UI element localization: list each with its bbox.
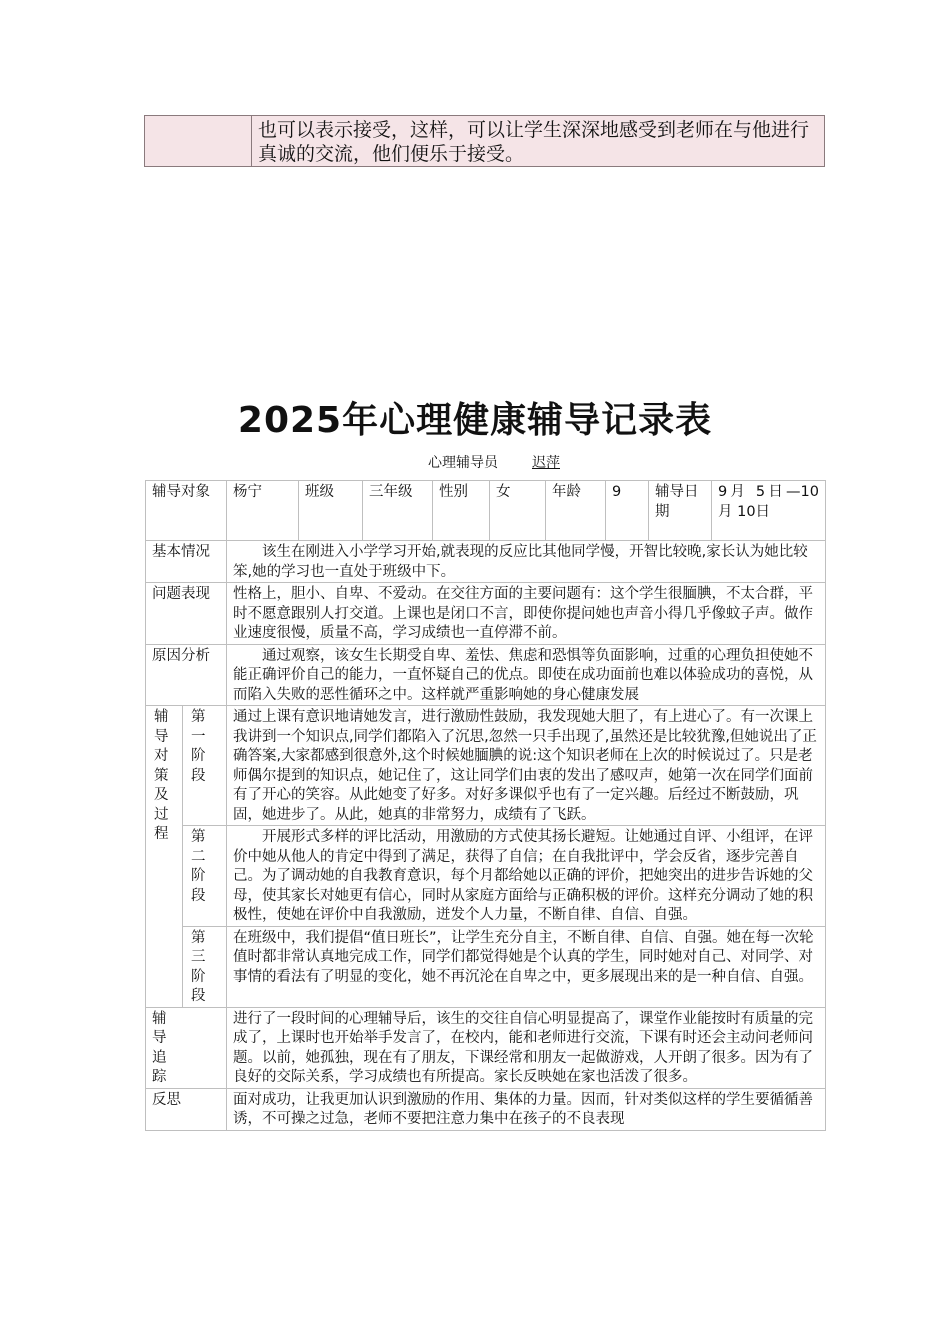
class-label-cell: 班级 xyxy=(299,481,363,541)
counselor-line xyxy=(428,452,560,472)
measures-label: 辅导对策及过程 xyxy=(146,706,183,1008)
stage-3-label: 第三阶段 xyxy=(183,926,227,1007)
fragment-text: 也可以表示接受，这样，可以让学生深深地感受到老师在与他进行真诚的交流，他们便乐于接受。 xyxy=(252,116,825,167)
info-row xyxy=(146,481,826,541)
followup-label: 辅导追踪 xyxy=(146,1007,227,1088)
age-label-cell: 年龄 xyxy=(546,481,606,541)
basic-text: 该生在刚进入小学学习开始,就表现的反应比其他同学慢，开智比较晚,家长认为她比较笨,她的学习也一直处于班级中下。 xyxy=(227,541,826,583)
date-value-cell: 9月 5日—10 月 10日 xyxy=(712,481,826,541)
previous-page-fragment-table xyxy=(144,115,825,167)
followup-text: 进行了一段时间的心理辅导后，该生的交往自信心明显提高了，课堂作业能按时有质量的完成了，上课时也开始举手发言了，在校内，能和老师进行交流，下课有时还会主动问老师问题。以前，她孤独，现在有了朋友，下课经常和朋友一起做游戏，人开朗了很多。因为有了良好的交际关系，学习成绩也有所提高。家长反映她在家也活泼了很多。 xyxy=(227,1007,826,1088)
counselor-name: 迟萍 xyxy=(532,455,560,471)
basic-label: 基本情况 xyxy=(146,541,227,583)
age-value-cell: 9 xyxy=(606,481,649,541)
stage-row-2 xyxy=(146,826,826,927)
stage-1-label: 第一阶段 xyxy=(183,706,227,826)
reflection-row xyxy=(146,1088,826,1130)
stage-2-label: 第二阶段 xyxy=(183,826,227,927)
page-title: 2025年心理健康辅导记录表 xyxy=(237,400,713,441)
stage-row-3 xyxy=(146,926,826,1007)
cause-text: 通过观察，该女生长期受自卑、羞怯、焦虑和恐惧等负面影响，过重的心理负担使她不能正确评价自己的能力，一直怀疑自己的优点。即使在成功面前也难以体验成功的喜悦，从而陷入失败的恶性循环之中。这样就严重影响她的身心健康发展 xyxy=(227,644,826,706)
record-table-body xyxy=(145,480,826,1131)
problem-row xyxy=(146,583,826,645)
reflection-text: 面对成功，让我更加认识到激励的作用、集体的力量。因而，针对类似这样的学生要循循善诱，不可操之过急，老师不要把注意力集中在孩子的不良表现 xyxy=(227,1088,826,1130)
fragment-lead-cell xyxy=(145,116,252,167)
target-label-cell: 辅导对象 xyxy=(146,481,227,541)
cause-row xyxy=(146,644,826,706)
gender-value-cell: 女 xyxy=(490,481,546,541)
problem-text: 性格上，胆小、自卑、不爱动。在交往方面的主要问题有：这个学生很腼腆，不太合群，平时不愿意跟别人打交道。上课也是闭口不言，即使你提问她也声音小得几乎像蚊子声。做作业速度很慢，质量不高，学习成绩也一直停滞不前。 xyxy=(227,583,826,645)
date-label-cell: 辅导日期 xyxy=(649,481,712,541)
problem-label: 问题表现 xyxy=(146,583,227,645)
target-value-cell: 杨宁 xyxy=(227,481,299,541)
stage-1-text: 通过上课有意识地请她发言，进行激励性鼓励，我发现她大胆了，有上进心了。有一次课上我讲到一个知识点,同学们都陷入了沉思,忽然一只手出现了,虽然还是比较犹豫,但她说出了正确答案,大家都感到很意外,这个时候她腼腆的说:这个知识老师在上次的时候说过了。只是老师偶尔提到的知识点，她记住了，这让同学们由衷的发出了感叹声，她第一次在同学们面前有了开心的笑容。从此她变了好多。对好多课似乎也有了一定兴趣。后经过不断鼓励，巩固，她进步了。从此，她真的非常努力，成绩有了飞跃。 xyxy=(227,706,826,826)
stage-2-text: 开展形式多样的评比活动，用激励的方式使其扬长避短。让她通过自评、小组评，在评价中她从他人的肯定中得到了满足，获得了自信；在自我批评中，学会反省，逐步完善自己。为了调动她的自我教育意识，每个月都给她以正确的评价，把她突出的进步告诉她的父母，使其家长对她更有信心，同时从家庭方面给与正确积极的评价。这样充分调动了她的积极性，使她在评价中自我激励，迸发个人力量，不断自律、自信、自强。 xyxy=(227,826,826,927)
stage-row-1 xyxy=(146,706,826,826)
class-value-cell: 三年级 xyxy=(363,481,433,541)
cause-label: 原因分析 xyxy=(146,644,227,706)
stage-3-text: 在班级中，我们提倡“值日班长”，让学生充分自主，不断自律、自信、自强。她在每一次轮值时都非常认真地完成工作，同学们都觉得她是个认真的学生，同时她对自己、对同学、对事情的看法有了明显的变化，她不再沉沦在自卑之中，更多展现出来的是一种自信、自强。 xyxy=(227,926,826,1007)
basic-row xyxy=(146,541,826,583)
counselor-label: 心理辅导员 xyxy=(428,455,498,471)
gender-label-cell: 性别 xyxy=(433,481,490,541)
followup-row xyxy=(146,1007,826,1088)
reflection-label: 反思 xyxy=(146,1088,227,1130)
